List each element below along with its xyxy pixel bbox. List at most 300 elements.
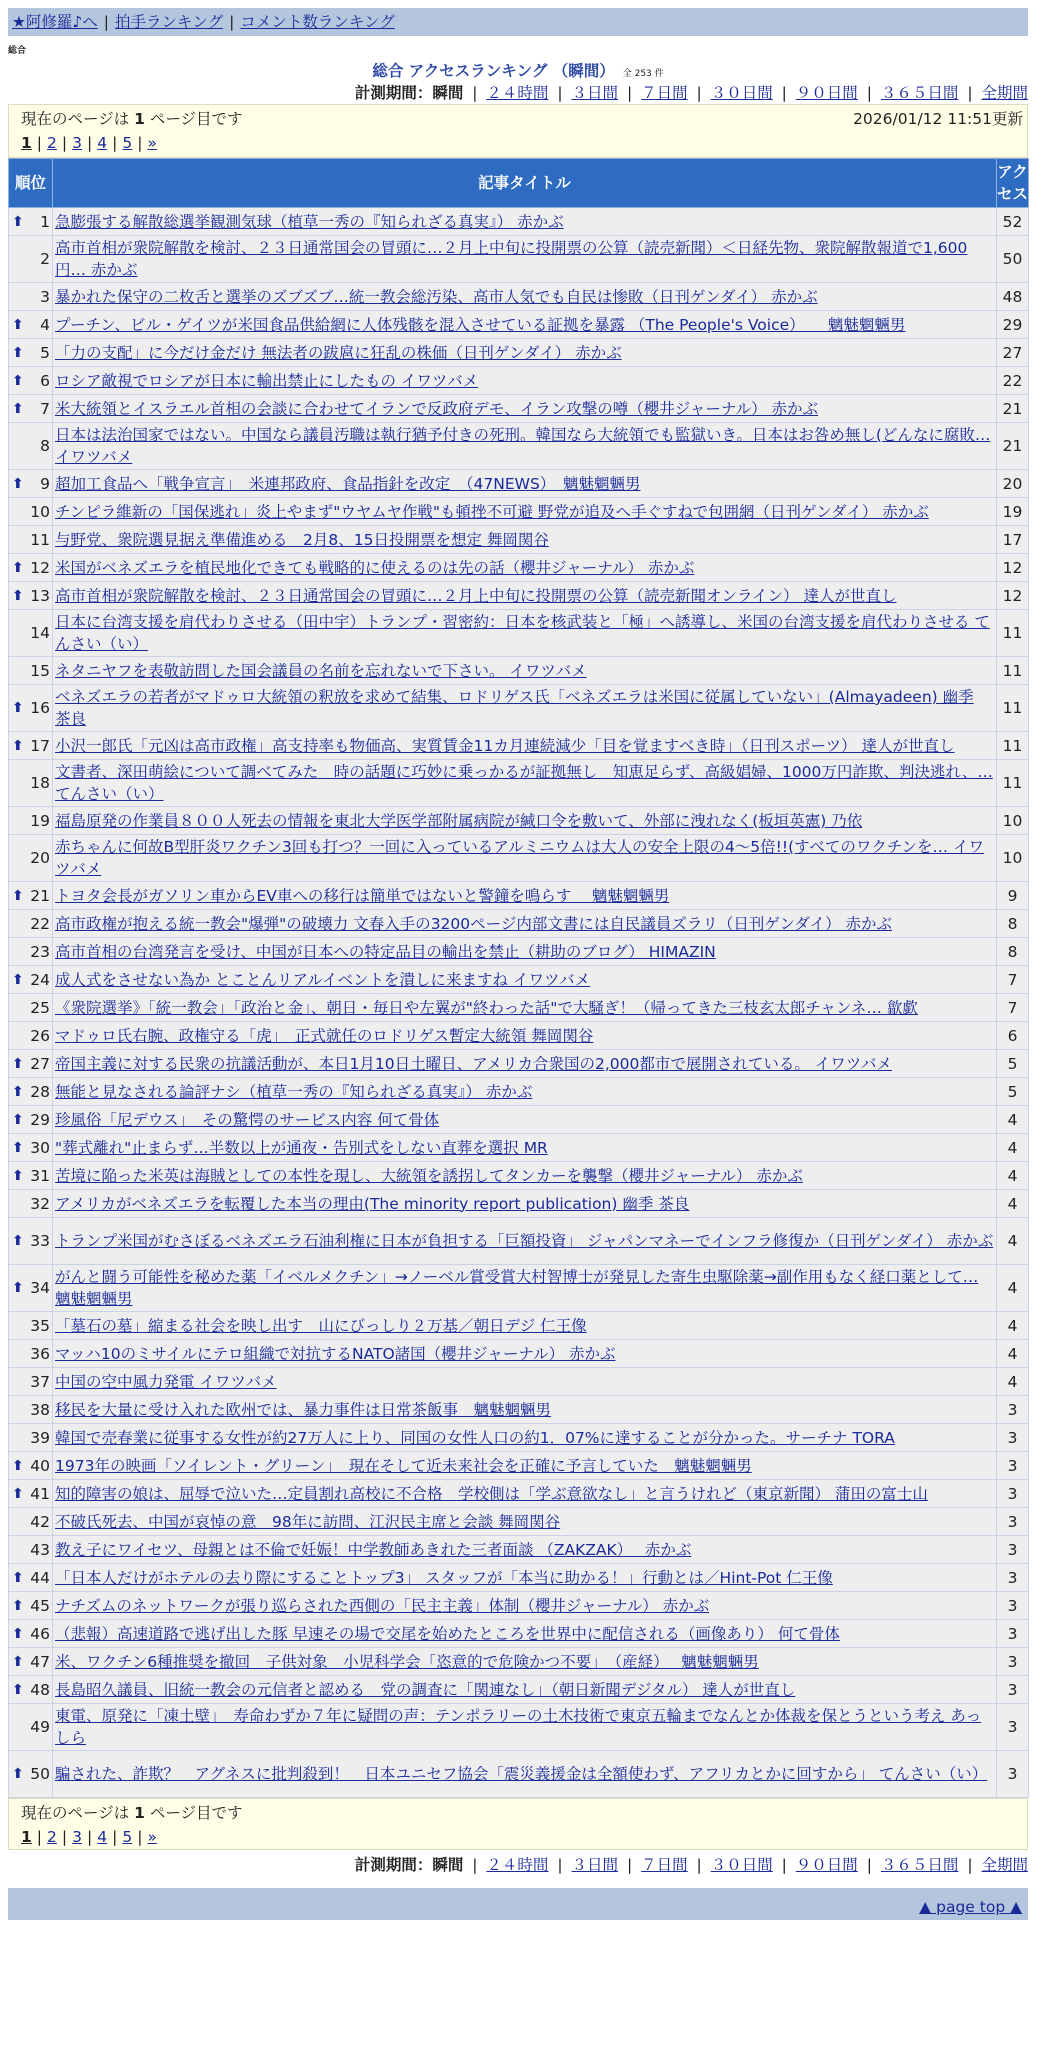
period-selector-bottom: [8, 1852, 1028, 1878]
up-arrow-icon: ⬆: [12, 737, 24, 754]
ranking-title: 総合 アクセスランキング （瞬間）: [372, 62, 615, 80]
pager-link-5[interactable]: 5: [122, 1828, 133, 1846]
access-count: 12: [997, 554, 1029, 582]
table-row: [9, 1648, 1029, 1676]
rank-number: 4: [40, 315, 50, 334]
period-option-6[interactable]: ３６５日間: [880, 1856, 959, 1874]
rank-cell: [9, 1620, 53, 1648]
table-row: [9, 423, 1029, 470]
rank-number: 17: [30, 736, 50, 755]
access-count: 9: [997, 882, 1029, 910]
title-cell: [53, 1050, 997, 1078]
pager-link-2[interactable]: 2: [47, 134, 57, 152]
pager-next-link[interactable]: »: [147, 1828, 157, 1846]
article-link[interactable]: ネタニヤフを表敬訪問した国会議員の名前を忘れないで下さい。 イワツバメ: [55, 661, 587, 680]
table-row: [9, 1190, 1029, 1218]
access-count: 4: [997, 1265, 1029, 1312]
period-label: 計測期間：: [354, 84, 433, 102]
rank-number: 40: [30, 1456, 50, 1475]
rank-cell: [9, 1508, 53, 1536]
article-link[interactable]: 《衆院選挙》「統一教会」「政治と金」、朝日・毎日や左翼が"終わった話"で大騒ぎ！（帰ってきた三枝玄太郎チャンネ… 歙歔: [55, 998, 918, 1017]
period-current: 瞬間: [432, 1856, 464, 1874]
article-link[interactable]: 高市首相が衆院解散を検討、２３日通常国会の冒頭に…２月上中旬に投開票の公算（読売新聞オンライン） 達人が世直し: [55, 586, 897, 605]
title-cell: [53, 732, 997, 760]
rank-cell: [9, 760, 53, 807]
title-cell: [53, 1452, 997, 1480]
pager-link-3[interactable]: 3: [72, 1828, 83, 1846]
title-cell: [53, 1480, 997, 1508]
rank-number: 34: [30, 1279, 50, 1297]
rank-cell: [9, 966, 53, 994]
article-link[interactable]: 東電、原発に「凍土壁」 寿命わずか７年に疑問の声：テンポラリーの土木技術で東京五輪までなんとか体裁を保とうという考え あっしら: [55, 1707, 982, 1747]
home-link[interactable]: ★阿修羅♪へ: [12, 13, 98, 31]
rank-number: 48: [30, 1680, 50, 1699]
clap-ranking-link[interactable]: 拍手ランキング: [115, 13, 224, 31]
table-row: [9, 1592, 1029, 1620]
article-link[interactable]: 高市首相の台湾発言を受け、中国が日本への特定品目の輸出を禁止（耕助のブログ） HIMAZIN: [55, 942, 716, 961]
access-count: 4: [997, 1340, 1029, 1368]
access-count: 4: [997, 1190, 1029, 1218]
rank-number: 26: [30, 1026, 50, 1045]
article-link[interactable]: ロシア敵視でロシアが日本に輸出禁止にしたもの イワツバメ: [55, 371, 479, 390]
rank-cell: [9, 685, 53, 732]
period-option-6[interactable]: ３６５日間: [880, 84, 959, 102]
up-arrow-icon: ⬆: [12, 1569, 24, 1586]
article-link[interactable]: 高市首相が衆院解散を検討、２３日通常国会の冒頭に…２月上中旬に投開票の公算（読売新聞）＜日経先物、衆院解散報道で1,600円… 赤かぶ: [55, 239, 968, 279]
rank-number: 28: [30, 1082, 50, 1101]
period-separator: |: [691, 84, 707, 102]
article-link[interactable]: アメリカがベネズエラを転覆した本当の理由(The minority report publication) 幽季 茶良: [55, 1194, 690, 1213]
period-separator: |: [962, 1856, 978, 1874]
article-link[interactable]: 高市政権が抱える統一教会"爆弾"の破壊力 文春入手の3200ページ内部文書には自民議員ズラリ（日刊ゲンダイ） 赤かぶ: [55, 914, 893, 933]
article-link[interactable]: マッハ10のミサイルにテロ組織で対抗するNATO諸国（櫻井ジャーナル） 赤かぶ: [55, 1344, 616, 1363]
rank-cell: [9, 1218, 53, 1265]
rank-cell: [9, 1452, 53, 1480]
access-count: 10: [997, 807, 1029, 835]
rank-number: 39: [30, 1428, 50, 1447]
up-arrow-icon: ⬆: [12, 887, 24, 904]
title-cell: [53, 910, 997, 938]
access-count: 17: [997, 526, 1029, 554]
rank-cell: [9, 1078, 53, 1106]
article-link[interactable]: 日本は法治国家ではない。中国なら議員汚職は執行猶予付きの死刑。韓国なら大統領でも監獄いき。日本はお咎め無し(どんなに腐敗… イワツバメ: [55, 426, 991, 466]
rank-cell: [9, 208, 53, 236]
period-option-3[interactable]: ７日間: [641, 1856, 688, 1874]
article-link[interactable]: 文書者、深田萌絵について調べてみた 時の話題に巧妙に乗っかるが証拠無し 知恵足らず、高級娼婦、1000万円詐欺、判決逃れ、… てんさい（い）: [55, 763, 993, 803]
table-row: [9, 526, 1029, 554]
access-count: 8: [997, 938, 1029, 966]
article-link[interactable]: 超加工食品へ「戦争宣言」 米連邦政府、食品指針を改定 （47NEWS） 魑魅魍魎男: [55, 474, 641, 493]
period-separator: |: [962, 84, 978, 102]
table-row: [9, 1452, 1029, 1480]
article-link[interactable]: 無能と見なされる論評ナシ（植草一秀の『知られざる真実』） 赤かぶ: [55, 1082, 533, 1101]
title-cell: [53, 1424, 997, 1452]
period-current: 瞬間: [432, 84, 464, 102]
table-row: [9, 582, 1029, 610]
rank-cell: [9, 1106, 53, 1134]
rank-cell: [9, 1751, 53, 1798]
access-count: 4: [997, 1106, 1029, 1134]
rank-number: 43: [30, 1540, 50, 1559]
category-tag: 総合: [8, 46, 27, 56]
title-cell: [53, 470, 997, 498]
table-row: [9, 1564, 1029, 1592]
pager-link-3[interactable]: 3: [72, 134, 83, 152]
access-count: 29: [997, 311, 1029, 339]
table-row: [9, 283, 1029, 311]
pager-link-4[interactable]: 4: [97, 134, 108, 152]
nav-separator: |: [103, 13, 110, 31]
access-count: 3: [997, 1424, 1029, 1452]
rank-cell: [9, 423, 53, 470]
article-link[interactable]: 「墓石の墓」縮まる社会を映し出す 山にびっしり２万基／朝日デジ 仁王像: [55, 1316, 587, 1335]
table-row: [9, 1162, 1029, 1190]
article-link[interactable]: 与野党、衆院選見据え準備進める 2月8、15日投開票を想定 舞岡関谷: [55, 530, 549, 549]
rank-cell: [9, 1648, 53, 1676]
access-count: 11: [997, 657, 1029, 685]
pager-separator: |: [87, 1828, 93, 1846]
pager-separator: |: [36, 134, 43, 152]
article-link[interactable]: プーチン、ビル・ゲイツが米国食品供給網に人体残骸を混入させている証拠を暴露 （The People's Voice） 魑魅魍魎男: [55, 315, 906, 334]
article-link[interactable]: 中国の空中風力発電 イワツバメ: [55, 1372, 277, 1391]
period-label: 計測期間：: [354, 1856, 433, 1874]
rank-number: 35: [30, 1316, 50, 1335]
access-count: 52: [997, 208, 1029, 236]
period-option-7[interactable]: 全期間: [981, 1856, 1028, 1874]
access-count: 3: [997, 1480, 1029, 1508]
period-separator: |: [467, 84, 483, 102]
pager-current-page: 1: [21, 134, 32, 152]
article-link[interactable]: ベネズエラの若者がマドゥロ大統領の釈放を求めて結集、ロドリゲス氏「ベネズエラは米国に従属していない」(Almayadeen) 幽季 茶良: [55, 688, 974, 728]
pager-current-number: 1: [134, 110, 145, 128]
table-row: [9, 1312, 1029, 1340]
rank-number: 27: [30, 1054, 50, 1073]
title-cell: [53, 966, 997, 994]
article-link[interactable]: 苦境に陥った米英は海賊としての本性を現し、大統領を誘拐してタンカーを襲撃（櫻井ジャーナル） 赤かぶ: [55, 1166, 803, 1185]
up-arrow-icon: ⬆: [12, 1280, 24, 1296]
access-count: 7: [997, 994, 1029, 1022]
table-row: [9, 760, 1029, 807]
rank-cell: [9, 910, 53, 938]
page-top-link[interactable]: ▲ page top ▲: [919, 1898, 1022, 1916]
access-count: 11: [997, 732, 1029, 760]
rank-cell: [9, 367, 53, 395]
article-link[interactable]: 珍風俗「尼デウス」 その驚愕のサービス内容 何て骨体: [55, 1110, 440, 1129]
access-count: 12: [997, 582, 1029, 610]
access-count: 21: [997, 395, 1029, 423]
up-arrow-icon: ⬆: [12, 1766, 24, 1782]
period-option-2[interactable]: ３日間: [571, 84, 619, 102]
table-row: [9, 470, 1029, 498]
table-row: [9, 1480, 1029, 1508]
period-separator: |: [622, 1856, 638, 1874]
title-cell: [53, 582, 997, 610]
pager-separator: |: [87, 134, 93, 152]
pager-next-link[interactable]: »: [147, 134, 157, 152]
table-row: [9, 732, 1029, 760]
article-link[interactable]: 教え子にワイセツ、母親とは不倫で妊娠！中学教師あきれた三者面談 （ZAKZAK） 赤かぶ: [55, 1540, 692, 1559]
title-cell: [53, 498, 997, 526]
article-link[interactable]: 知的障害の娘は、屈辱で泣いた…定員割れ高校に不合格 学校側は「学ぶ意欲なし」と言うけれど（東京新聞） 蒲田の富士山: [55, 1484, 928, 1503]
title-cell: [53, 283, 997, 311]
rank-number: 7: [40, 399, 50, 418]
title-cell: [53, 311, 997, 339]
period-option-2[interactable]: ３日間: [571, 1856, 619, 1874]
rank-number: 20: [30, 849, 50, 867]
rank-number: 49: [30, 1718, 50, 1736]
rank-cell: [9, 498, 53, 526]
ranking-table: [8, 158, 1029, 1798]
rank-number: 15: [30, 661, 50, 680]
article-link[interactable]: "葬式離れ"止まらず…半数以上が通夜・告別式をしない直葬を選択 MR: [55, 1138, 548, 1157]
article-link[interactable]: チンピラ維新の「国保逃れ」炎上やまず"ウヤムヤ作戦"も頓挫不可避 野党が追及へ手ぐすねで包囲網（日刊ゲンダイ） 赤かぶ: [55, 502, 929, 521]
rank-number: 23: [30, 942, 50, 961]
rank-number: 29: [30, 1110, 50, 1129]
article-link[interactable]: ナチズムのネットワークが張り巡らされた西側の「民主主義」体制（櫻井ジャーナル） 赤かぶ: [55, 1596, 710, 1615]
period-option-1[interactable]: ２４時間: [486, 1856, 549, 1874]
rank-cell: [9, 938, 53, 966]
table-row: [9, 339, 1029, 367]
up-arrow-icon: ⬆: [12, 1083, 24, 1100]
rank-cell: [9, 526, 53, 554]
pager-current-page: 1: [21, 1828, 32, 1846]
table-row: [9, 1022, 1029, 1050]
title-cell: [53, 1106, 997, 1134]
table-row: [9, 367, 1029, 395]
article-link[interactable]: 移民を大量に受け入れた欧州では、暴力事件は日常茶飯事 魑魅魍魎男: [55, 1400, 552, 1419]
table-row: [9, 1078, 1029, 1106]
rank-number: 3: [40, 287, 50, 306]
rank-number: 42: [30, 1512, 50, 1531]
access-count: 4: [997, 1162, 1029, 1190]
rank-number: 1: [40, 212, 50, 231]
period-option-1[interactable]: ２４時間: [486, 84, 549, 102]
article-link[interactable]: 米国がベネズエラを植民地化できても戦略的に使えるのは先の話（櫻井ジャーナル） 赤かぶ: [55, 558, 695, 577]
title-cell: [53, 1508, 997, 1536]
article-link[interactable]: 長島昭久議員、旧統一教会の元信者と認める 党の調査に「関連なし」（朝日新聞デジタル） 達人が世直し: [55, 1680, 796, 1699]
footer-bar: [8, 1888, 1028, 1920]
article-link[interactable]: 赤ちゃんに何故B型肝炎ワクチン3回も打つ？一回に入っているアルミニウムは大人の安全上限の4〜5倍!!(すべてのワクチンを… イワツバメ: [55, 838, 984, 878]
article-link[interactable]: 1973年の映画「ソイレント・グリーン」 現在そして近未来社会を正確に予言していた 魑魅魍魎男: [55, 1456, 752, 1475]
access-count: 11: [997, 760, 1029, 807]
access-count: 48: [997, 283, 1029, 311]
pager-separator: |: [137, 134, 143, 152]
pager-separator: |: [61, 134, 68, 152]
title-cell: [53, 395, 997, 423]
title-cell: [53, 1134, 997, 1162]
table-row: [9, 1134, 1029, 1162]
rank-number: 9: [40, 474, 50, 493]
up-arrow-icon: ⬆: [12, 316, 24, 333]
rank-cell: [9, 1424, 53, 1452]
pager-link-2[interactable]: 2: [47, 1828, 57, 1846]
period-option-5[interactable]: ９０日間: [795, 1856, 858, 1874]
pager-link-4[interactable]: 4: [97, 1828, 108, 1846]
title-cell: [53, 1265, 997, 1312]
rank-cell: [9, 994, 53, 1022]
period-option-4[interactable]: ３０日間: [710, 84, 773, 102]
access-count: 7: [997, 966, 1029, 994]
access-count: 11: [997, 685, 1029, 732]
access-count: 4: [997, 1218, 1029, 1265]
title-cell: [53, 526, 997, 554]
article-link[interactable]: 不破氏死去、中国が哀悼の意 98年に訪問、江沢民主席と会談 舞岡関谷: [55, 1512, 561, 1531]
title-cell: [53, 1536, 997, 1564]
rank-number: 31: [30, 1166, 50, 1185]
table-row: [9, 994, 1029, 1022]
rank-number: 24: [30, 970, 50, 989]
rank-cell: [9, 657, 53, 685]
rank-cell: [9, 1704, 53, 1751]
rank-number: 22: [30, 914, 50, 933]
title-cell: [53, 610, 997, 657]
rank-cell: [9, 395, 53, 423]
article-link[interactable]: 福島原発の作業員８００人死去の情報を東北大学医学部附属病院が緘口令を敷いて、外部に洩れなく(板垣英憲) 乃依: [55, 811, 863, 830]
article-link[interactable]: がんと闘う可能性を秘めた薬「イベルメクチン」→ノーベル賞受賞大村智博士が発見した寄生虫駆除薬→副作用もなく経口薬として… 魑魅魍魎男: [55, 1268, 979, 1308]
rank-cell: [9, 835, 53, 882]
table-row: [9, 807, 1029, 835]
rank-number: 44: [30, 1568, 50, 1587]
top-nav: [8, 8, 1028, 36]
pager-separator: |: [112, 134, 118, 152]
article-link[interactable]: 米、ワクチン6種推奨を撤回 子供対象 小児科学会「恣意的で危険かつ不要」 （産経） 魑魅魍魎男: [55, 1652, 759, 1671]
title-cell: [53, 685, 997, 732]
rank-number: 37: [30, 1372, 50, 1391]
table-row: [9, 657, 1029, 685]
table-row: [9, 1368, 1029, 1396]
title-cell: [53, 938, 997, 966]
access-count: 3: [997, 1592, 1029, 1620]
title-cell: [53, 657, 997, 685]
title-cell: [53, 554, 997, 582]
nav-separator: |: [229, 13, 235, 31]
article-link[interactable]: 「日本人だけがホテルの去り際にすることトップ3」 スタッフが「本当に助かる！」行動とは／Hint-Pot 仁王像: [55, 1568, 833, 1587]
pager-text-post: ページ目です: [144, 110, 243, 128]
article-link[interactable]: 米大統領とイスラエル首相の会談に合わせてイランで反政府デモ、イラン攻撃の噂（櫻井ジャーナル） 赤かぶ: [55, 399, 819, 418]
up-arrow-icon: ⬆: [12, 1653, 24, 1670]
article-link[interactable]: 帝国主義に対する民衆の抗議活動が、本日1月10日土曜日、アメリカ合衆国の2,000都市で展開されている。 イワツバメ: [55, 1054, 892, 1073]
up-arrow-icon: ⬆: [12, 1233, 24, 1249]
rank-cell: [9, 1190, 53, 1218]
table-row: [9, 966, 1029, 994]
pager-text-post: ページ目です: [144, 1804, 243, 1822]
title-cell: [53, 208, 997, 236]
access-count: 27: [997, 339, 1029, 367]
article-link[interactable]: マドゥロ氏右腕、政権守る「虎」 正式就任のロドリゲス暫定大統領 舞岡関谷: [55, 1026, 594, 1045]
rank-cell: [9, 1676, 53, 1704]
access-count: 19: [997, 498, 1029, 526]
period-option-4[interactable]: ３０日間: [710, 1856, 773, 1874]
table-header-row: [9, 159, 1029, 208]
rank-cell: [9, 582, 53, 610]
up-arrow-icon: ⬆: [12, 1681, 24, 1698]
table-row: [9, 498, 1029, 526]
article-link[interactable]: トランプ米国がむさぼるベネズエラ石油利権に日本が負担する「巨額投資」 ジャパンマネーでインフラ修復か（日刊ゲンダイ） 赤かぶ: [55, 1232, 994, 1250]
title-cell: [53, 236, 997, 283]
table-row: [9, 882, 1029, 910]
up-arrow-icon: ⬆: [12, 1055, 24, 1072]
rank-cell: [9, 1592, 53, 1620]
article-link[interactable]: 日本に台湾支援を肩代わりさせる（田中宇）トランプ・習密約：日本を核武装と「極」へ誘導し、米国の台湾支援を肩代わりさせる てんさい（い）: [55, 613, 990, 653]
article-link[interactable]: 「力の支配」に今だけ金だけ 無法者の跋扈に狂乱の株価（日刊ゲンダイ） 赤かぶ: [55, 343, 622, 362]
article-link[interactable]: トヨタ会長がガソリン車からEV車への移行は簡単ではないと警鐘を鳴らす 魑魅魍魎男: [55, 886, 670, 905]
period-separator: |: [861, 1856, 877, 1874]
up-arrow-icon: ⬆: [12, 587, 24, 604]
up-arrow-icon: ⬆: [12, 1167, 24, 1184]
rank-number: 13: [30, 586, 50, 605]
table-row: [9, 938, 1029, 966]
access-count: 3: [997, 1536, 1029, 1564]
access-count: 11: [997, 610, 1029, 657]
ranking-table-body: [9, 208, 1029, 1798]
rank-cell: [9, 339, 53, 367]
pager-links-top: [21, 131, 1015, 155]
up-arrow-icon: ⬆: [12, 475, 24, 492]
article-link[interactable]: 成人式をさせない為か とことんリアルイベントを潰しに来ますね イワツバメ: [55, 970, 591, 989]
rank-cell: [9, 610, 53, 657]
article-link[interactable]: （悲報）高速道路で逃げ出した豚 早速その場で交尾を始めたところを世界中に配信される（画像あり） 何て骨体: [55, 1624, 840, 1643]
pager-link-5[interactable]: 5: [122, 134, 133, 152]
rank-cell: [9, 1265, 53, 1312]
pager-links-bottom: [21, 1825, 1015, 1849]
title-cell: [53, 1564, 997, 1592]
article-link[interactable]: 暴かれた保守の二枚舌と選挙のズブズブ…統一教会総汚染、高市人気でも自民は惨敗（日刊ゲンダイ） 赤かぶ: [55, 287, 818, 306]
up-arrow-icon: ⬆: [12, 213, 24, 230]
period-separator: |: [691, 1856, 707, 1874]
access-count: 5: [997, 1078, 1029, 1106]
title-cell: [53, 807, 997, 835]
period-option-3[interactable]: ７日間: [641, 84, 688, 102]
title-cell: [53, 367, 997, 395]
table-row: [9, 236, 1029, 283]
rank-number: 41: [30, 1484, 50, 1503]
rank-number: 36: [30, 1344, 50, 1363]
period-option-5[interactable]: ９０日間: [795, 84, 858, 102]
article-link[interactable]: 小沢一郎氏「元凶は高市政権」高支持率も物価高、実質賃金11カ月連続減少「目を覚ますべき時」（日刊スポーツ） 達人が世直し: [55, 736, 955, 755]
access-count: 3: [997, 1648, 1029, 1676]
table-row: [9, 311, 1029, 339]
up-arrow-icon: ⬆: [12, 700, 24, 716]
article-link[interactable]: 韓国で売春業に従事する女性が約27万人に上り、同国の女性人口の約1．07%に達することが分かった。サーチナ TORA: [55, 1428, 895, 1447]
rank-cell: [9, 732, 53, 760]
title-cell: [53, 1340, 997, 1368]
pager-text-pre: 現在のページは: [21, 110, 135, 128]
rank-cell: [9, 1536, 53, 1564]
access-count: 3: [997, 1564, 1029, 1592]
rank-cell: [9, 882, 53, 910]
rank-number: 16: [30, 699, 50, 717]
period-separator: |: [776, 84, 792, 102]
title-cell: [53, 1704, 997, 1751]
article-link[interactable]: 騙された、詐欺？ アグネスに批判殺到！ 日本ユニセフ協会「震災義援金は全額使わず、アフリカとかに回すから」 てんさい（い）: [55, 1765, 988, 1783]
access-count: 22: [997, 367, 1029, 395]
period-separator: |: [467, 1856, 483, 1874]
access-count: 21: [997, 423, 1029, 470]
pager-text-pre: 現在のページは: [21, 1804, 135, 1822]
period-separator: |: [552, 84, 568, 102]
comment-ranking-link[interactable]: コメント数ランキング: [240, 13, 395, 31]
up-arrow-icon: ⬆: [12, 971, 24, 988]
access-count: 3: [997, 1452, 1029, 1480]
header-title: 記事タイトル: [53, 159, 997, 208]
table-row: [9, 1218, 1029, 1265]
access-count: 4: [997, 1368, 1029, 1396]
period-option-7[interactable]: 全期間: [981, 84, 1028, 102]
rank-number: 6: [40, 371, 50, 390]
article-link[interactable]: 急膨張する解散総選挙観測気球（植草一秀の『知られざる真実』） 赤かぶ: [55, 212, 564, 231]
up-arrow-icon: ⬆: [12, 1597, 24, 1614]
rank-number: 21: [30, 886, 50, 905]
